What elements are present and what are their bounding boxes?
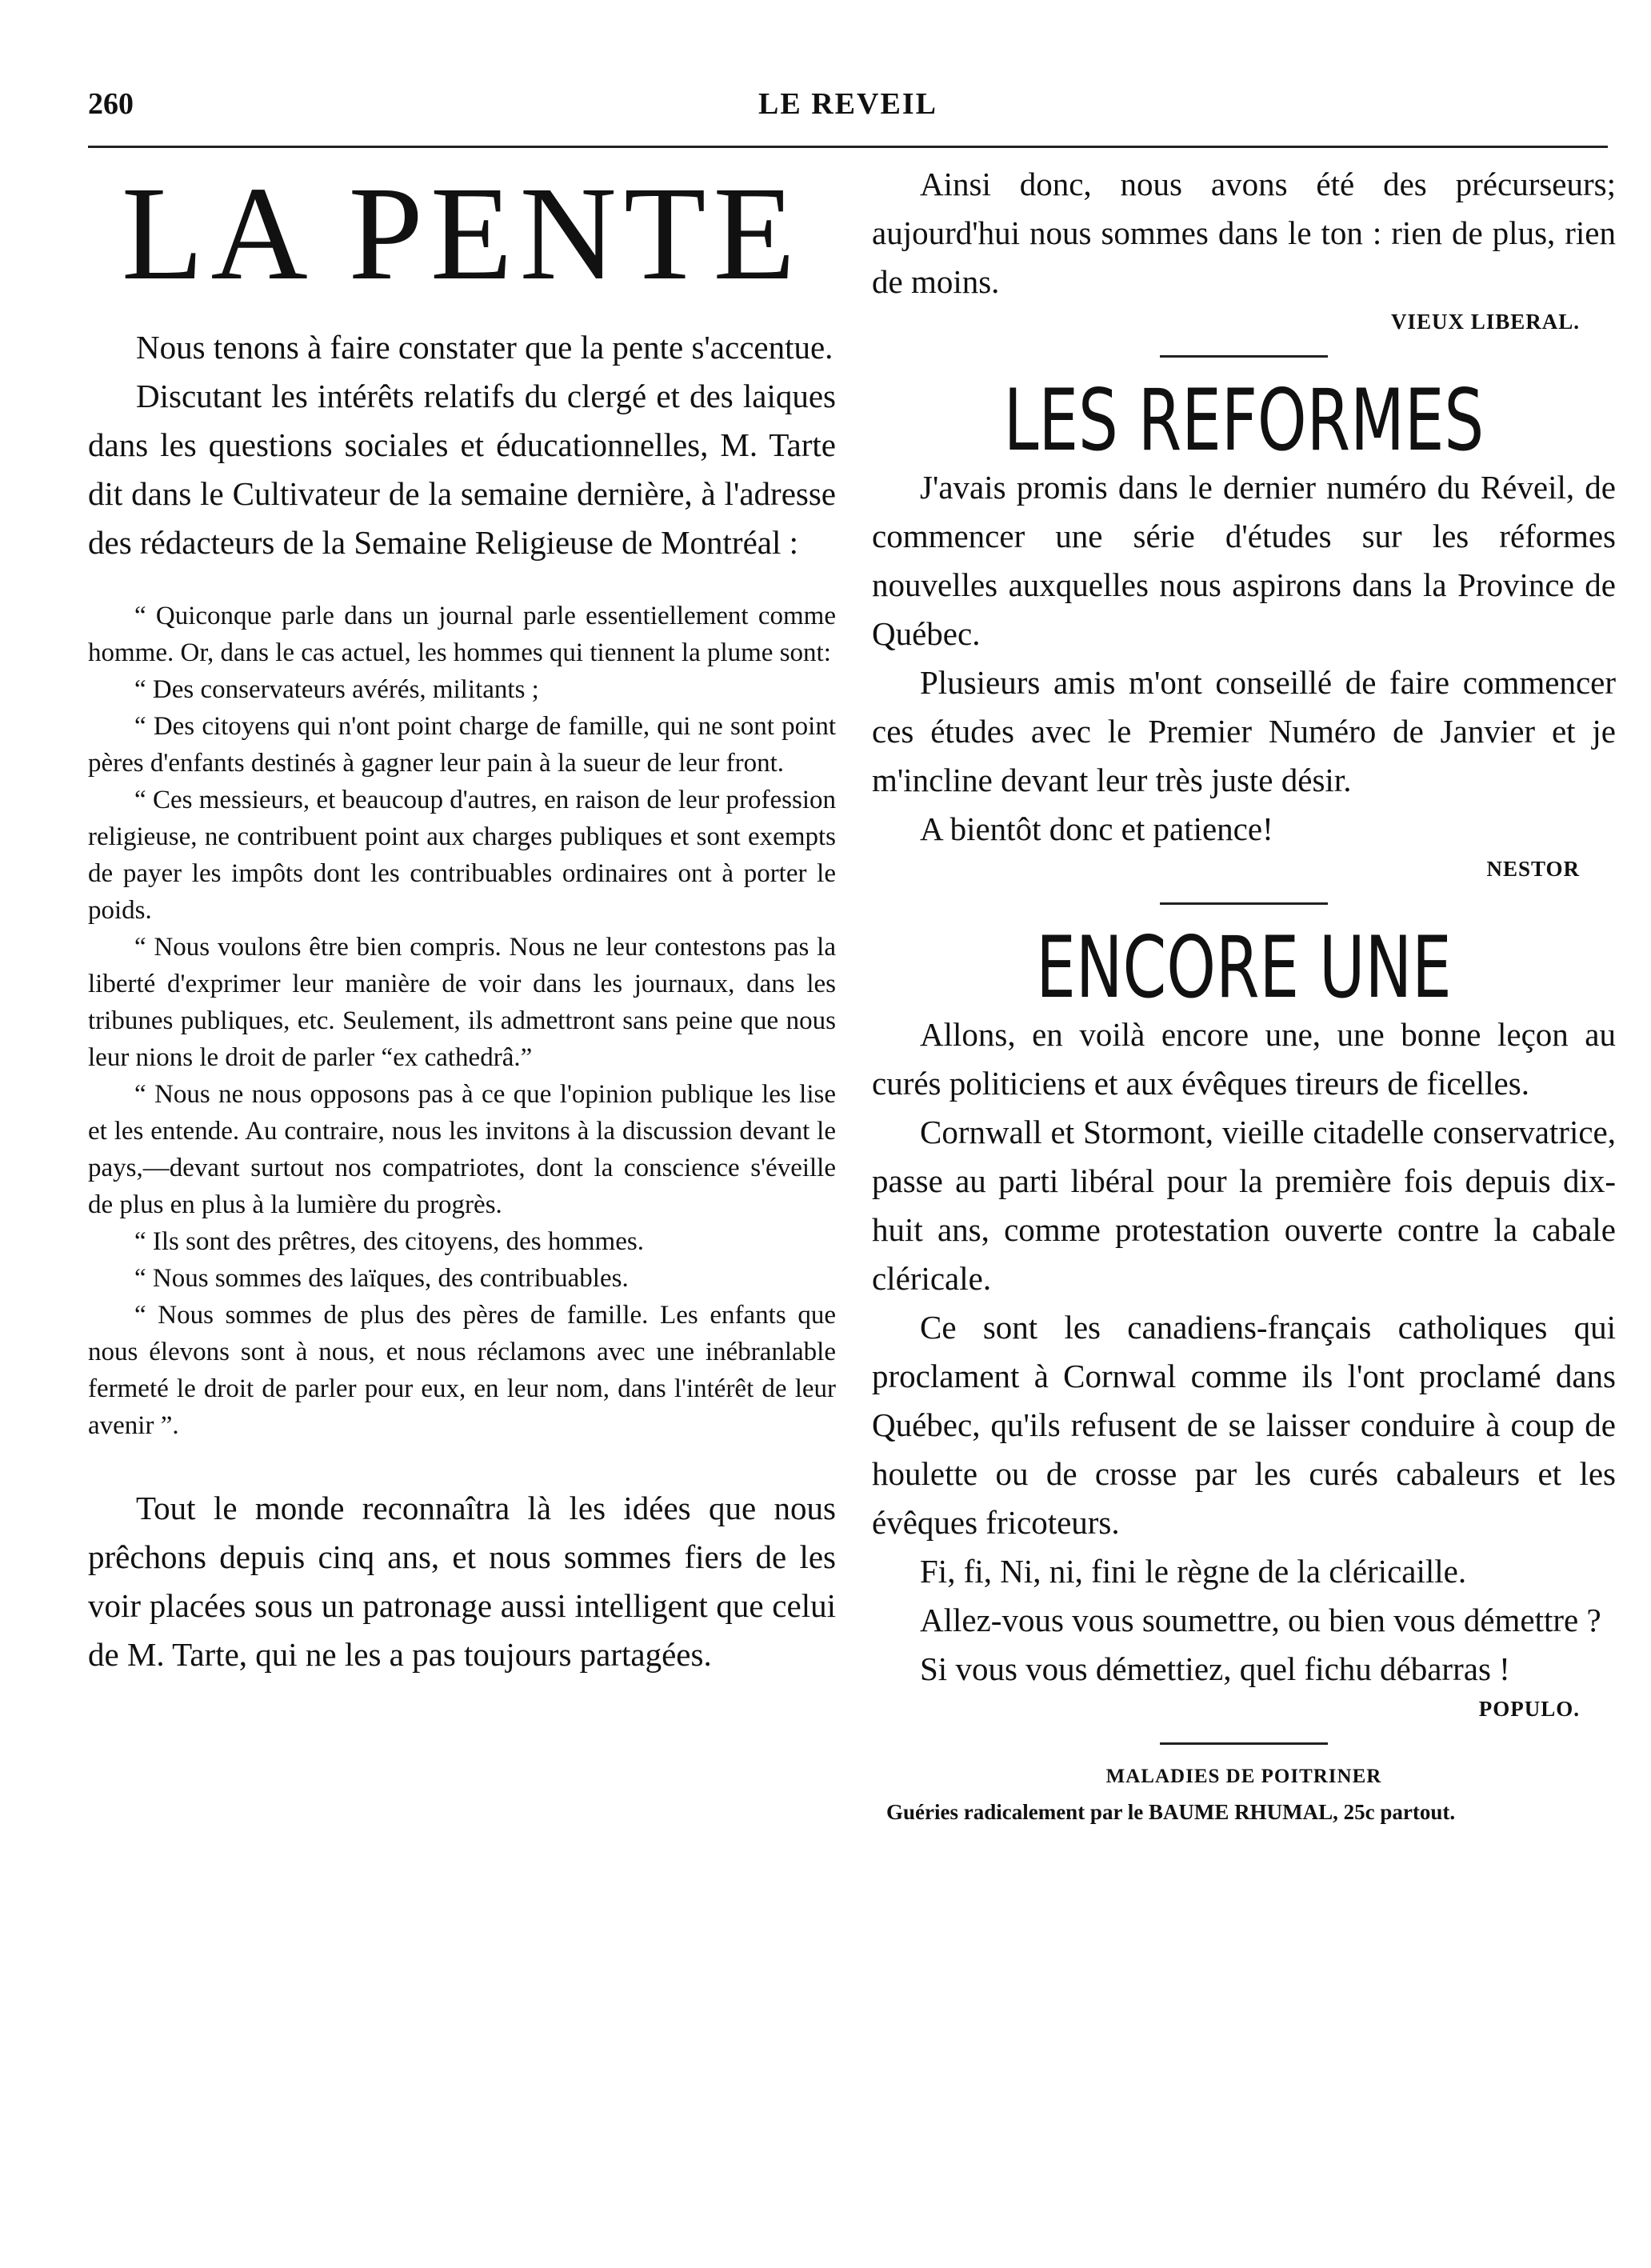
la-pente-closing: Tout le monde reconnaîtra là les idées que nous prêchons depuis cinq ans, et nous sommes fiers de les voir placées sous un patronage aussi intelligent que celui de M. Tarte, qui ne les a pas toujours partagées. <box>88 1490 836 1673</box>
tarte-quote: “ Nous ne nous opposons pas à ce que l'opinion publique les lise et les entende. Au contraire, nous les invitons à la discussion devant le pays,—devant surtout nos compatriotes, dont la conscience s'éveille de plus en plus à la lumière du progrès. <box>88 1080 836 1219</box>
la-pente-paragraph: Discutant les intérêts relatifs du clergé et des laiques dans les questions sociales et éducationnelles, M. Tarte dit dans le Cultivateur de la semaine dernière, à l'adresse des rédacteurs de la Semaine Religieuse de Montréal : <box>88 378 836 561</box>
advertisement-body: Guéries radicalement par le BAUME RHUMAL, 25c partout. <box>886 1800 1456 1824</box>
les-reformes-paragraph: J'avais promis dans le dernier numéro du Réveil, de commencer une série d'études sur les réformes nouvelles auxquelles nous aspirons dans la Province de Québec. <box>872 469 1616 652</box>
tarte-quote: “ Quiconque parle dans un journal parle essentiellement comme homme. Or, dans le cas actuel, les hommes qui tiennent la plume sont: <box>88 602 836 667</box>
signature-populo: POPULO. <box>1478 1697 1580 1721</box>
signature-vieux-liberal: VIEUX LIBERAL. <box>1390 310 1580 334</box>
tarte-quote: “ Nous voulons être bien compris. Nous ne leur contestons pas la liberté d'exprimer leur manière de voir dans les journaux, dans les tribunes publiques, etc. Seulement, ils admettront sans peine que nous leur nions le droit de parler “ex cathedrâ.” <box>88 933 836 1072</box>
page-header <box>88 86 1608 134</box>
les-reformes-paragraph: Plusieurs amis m'ont conseillé de faire commencer ces études avec le Premier Numéro de Janvier et je m'incline devant leur très juste désir. <box>872 664 1616 798</box>
la-pente-title: LA PENTE <box>121 159 803 308</box>
encore-une-paragraph: Fi, fi, Ni, ni, fini le règne de la cléricaille. <box>920 1553 1467 1590</box>
left-column <box>88 160 836 1679</box>
encore-une-paragraph: Si vous vous démettiez, quel fichu débarras ! <box>920 1650 1510 1687</box>
continuation-paragraph: Ainsi donc, nous avons été des précurseurs; aujourd'hui nous sommes dans le ton : rien de plus, rien de moins. <box>872 166 1616 300</box>
tarte-quote: “ Des citoyens qui n'ont point charge de famille, qui ne sont point pères d'enfants destinés à gagner leur pain à la sueur de leur front. <box>88 712 836 778</box>
header-rule <box>88 146 1608 148</box>
les-reformes-title: LES REFORMES <box>1003 371 1485 470</box>
encore-une-paragraph: Allez-vous vous soumettre, ou bien vous démettre ? <box>920 1602 1601 1638</box>
running-title: LE REVEIL <box>758 87 937 121</box>
section-divider <box>1160 1742 1328 1745</box>
right-column <box>872 160 1616 1826</box>
tarte-quote: “ Nous sommes de plus des pères de famille. Les enfants que nous élevons sont à nous, et nous réclamons avec une inébranlable fermeté le droit de parler pour eux, en leur nom, dans l'intérêt de leur avenir ”. <box>88 1301 836 1440</box>
tarte-quote: “ Des conservateurs avérés, militants ; <box>134 675 539 704</box>
les-reformes-paragraph: A bientôt donc et patience! <box>920 810 1273 847</box>
la-pente-paragraph: Nous tenons à faire constater que la pente s'accentue. <box>136 329 833 366</box>
tarte-quote: “ Ils sont des prêtres, des citoyens, des hommes. <box>134 1227 644 1256</box>
page-number: 260 <box>88 87 134 121</box>
tarte-quote: “ Nous sommes des laïques, des contribuables. <box>134 1264 629 1293</box>
encore-une-paragraph: Ce sont les canadiens-français catholiques qui proclament à Cornwal comme ils l'ont proclamé dans Québec, qu'ils refusent de se laisser conduire à coup de houlette ou de crosse par les curés cabaleurs et les évêques fricoteurs. <box>872 1309 1616 1541</box>
encore-une-paragraph: Cornwall et Stormont, vieille citadelle conservatrice, passe au parti libéral pour la première fois depuis dix-huit ans, comme protestation ouverte contre la cabale cléricale. <box>872 1114 1616 1297</box>
advertisement-title: MALADIES DE POITRINER <box>1105 1766 1382 1787</box>
section-divider <box>1160 902 1328 905</box>
encore-une-paragraph: Allons, en voilà encore une, une bonne leçon au curés politiciens et aux évêques tireurs de ficelles. <box>872 1016 1616 1102</box>
tarte-quote: “ Ces messieurs, et beaucoup d'autres, en raison de leur profession religieuse, ne contribuent point aux charges publiques et sont exempts de payer les impôts dont les contribuables ordinaires ont à porter le poids. <box>88 786 836 925</box>
encore-une-title: ENCORE UNE <box>1036 918 1452 1017</box>
signature-nestor: NESTOR <box>1486 857 1580 881</box>
section-divider <box>1160 355 1328 358</box>
